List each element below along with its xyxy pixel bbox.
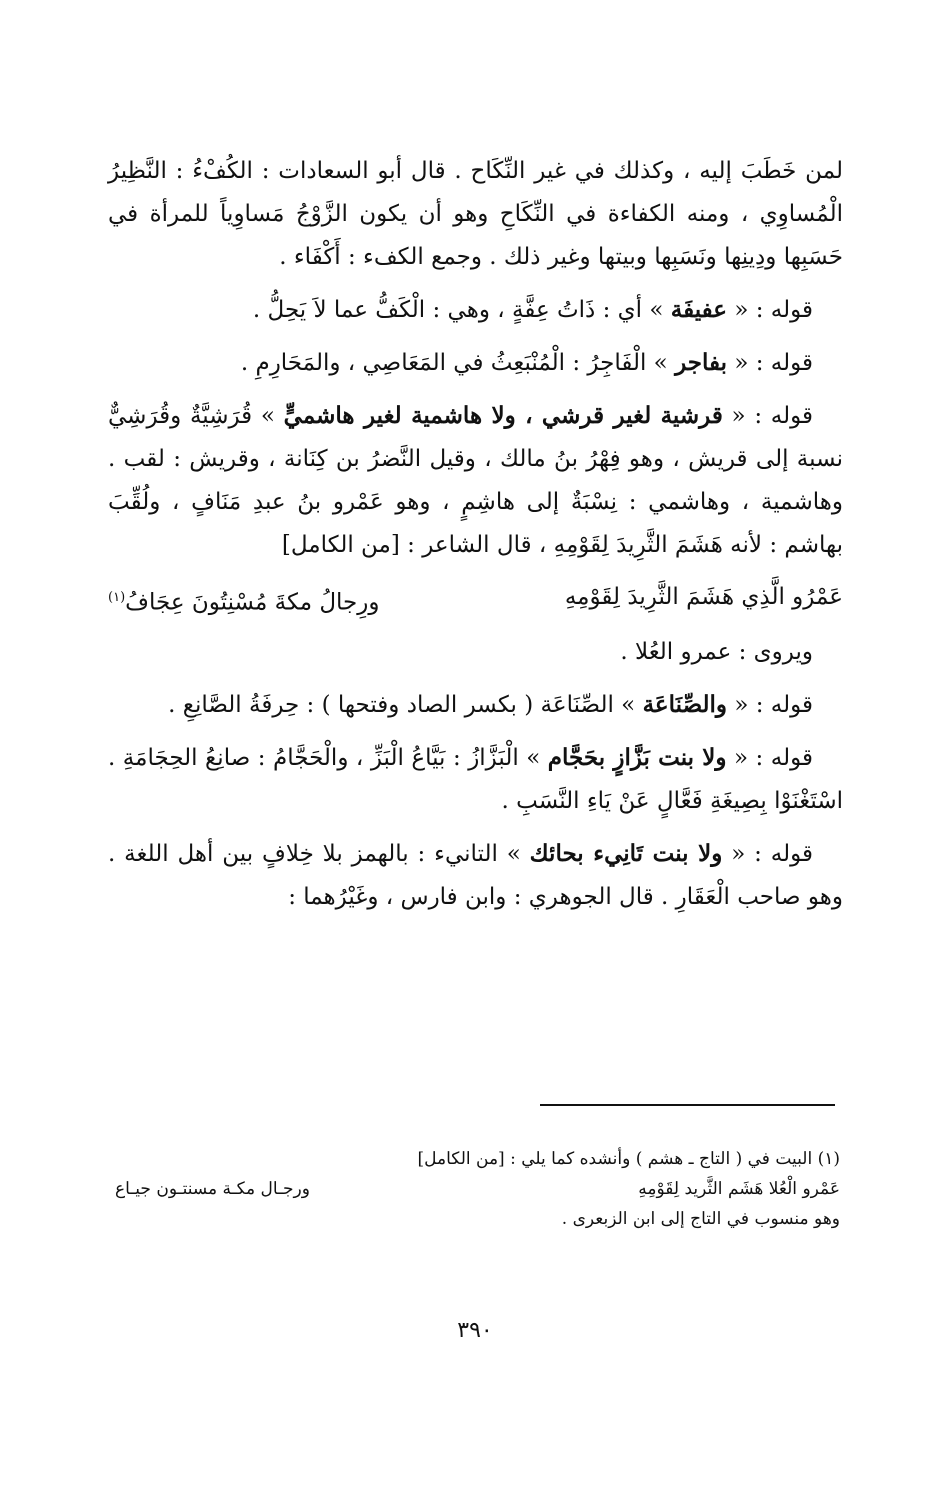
- quote-open: قوله : «: [727, 691, 813, 718]
- headword: عفيفَة: [670, 296, 728, 323]
- quote-open: قوله : «: [722, 403, 814, 429]
- paragraph-bazzaz: [108, 736, 843, 823]
- paragraph-qurashiya: [108, 394, 843, 567]
- gloss: » الْبَزَّازُ : بَيَّاعُ الْبَزِّ ، والْحَجَّامُ : صانِعُ الحِجَامَةِ . اسْتَغْنَوْا بِصِيغَةِ فَعَّالٍ عَنْ يَاءِ النَّسَبِ .: [108, 744, 843, 814]
- footnote-marker: (١): [108, 590, 126, 605]
- paragraph-kafa: لمن خَطَبَ إليه ، وكذلك في غير النِّكَاح . قال أبو السعادات : الكُفْءُ : النَّظِيرُ الْمُساوِي ، ومنه الكفاءة في النِّكَاحِ وهو أن يكون الزَّوْجُ مَساوِياً للمرأة في حَسَبِها ودِينِها ونَسَبِها وبيتها وغير ذلك . وجمع الكفء : أَكْفَاء .: [108, 158, 843, 270]
- footnote-verse-second: ورجـال مكـة مسنتـون جيـاع: [115, 1179, 310, 1199]
- footnote-verse-first: عَمْرو الْعُلا هَشَم الثَّريد لِقَوْمِهِ: [638, 1179, 840, 1199]
- quote-open: قوله : «: [727, 297, 813, 323]
- paragraph-sinaa: [108, 683, 843, 727]
- gloss: » التانيء : بالهمز بلا خِلافٍ بين أهل اللغة . وهو صاحب الْعَقَارِ . قال الجوهري : وابن فارس ، وغَيْرُهما :: [108, 840, 843, 910]
- headword: ولا بنت تَانِيء بحائك: [529, 839, 723, 867]
- headword: والصِّنَاعَة: [642, 690, 728, 718]
- footnote-1-source: (١) البيت في ( التاج ـ هشم ) وأنشده كما يلي : [من الكامل]: [417, 1149, 840, 1169]
- verse-second-text: ورِجالُ مكةَ مُسْنِتُونَ عِجَافُ: [125, 589, 380, 616]
- paragraph-fajir: [108, 341, 843, 385]
- gloss: » قُرَشِيَّةٌ وقُرَشِيٌّ نسبة إلى قريش ، وهو فِهْرُ بنُ مالك ، وقيل النَّضرُ بن كِنَانة ، وقريش : لقب . وهاشمية ، وهاشمي : نِسْبَةٌ إلى هاشِمٍ ، وهو عَمْرو بنُ عبدِ مَنَافٍ ، ولُقِّبَ بهاشم : لأنه هَشَمَ الثَّرِيدَ لِقَوْمِهِ ، قال الشاعر : [من الكامل]: [108, 403, 843, 558]
- footnote-verse: [115, 1174, 840, 1204]
- gloss: » الْفَاجِرُ : الْمُنْبَعِثُ في المَعَاصِي ، والمَحَارِمِ .: [240, 350, 676, 376]
- verse-second-hemistich: [108, 576, 380, 625]
- paragraph-afifa: [108, 288, 843, 332]
- gloss: » أي : ذَاتُ عِفَّةٍ ، وهي : الْكَفُّ عما لاَ يَحِلُّ .: [252, 297, 671, 323]
- paragraph-tani: [108, 832, 843, 919]
- headword: قرشية لغير قرشي ، ولا هاشمية لغير هاشميٍّ: [283, 402, 723, 429]
- footnote-1-attribution: وهو منسوب في التاج إلى ابن الزبعرى .: [561, 1209, 840, 1229]
- headword: ولا بنت بَزَّازٍ بحَجَّام: [547, 743, 727, 771]
- quote-open: قوله : «: [726, 744, 813, 771]
- main-text: [108, 150, 843, 928]
- verse-first-hemistich: عَمْرُو الَّذِي هَشَمَ الثَّرِيدَ لِقَوْمِهِ: [564, 584, 843, 610]
- quote-open: قوله : «: [722, 840, 813, 867]
- gloss: » الصِّنَاعَة ( بكسر الصاد وفتحها ) : حِرفَةُ الصَّانِعِ .: [168, 691, 643, 718]
- paragraph-yurwa: ويروى : عمرو العُلا .: [620, 638, 813, 665]
- headword: بفاجر: [675, 349, 728, 376]
- poem-verse: [108, 576, 843, 625]
- quote-open: قوله : «: [727, 350, 813, 376]
- footnotes: [115, 1144, 840, 1234]
- footnote-separator: [540, 1104, 835, 1106]
- page-number: ٣٩٠: [457, 1318, 493, 1343]
